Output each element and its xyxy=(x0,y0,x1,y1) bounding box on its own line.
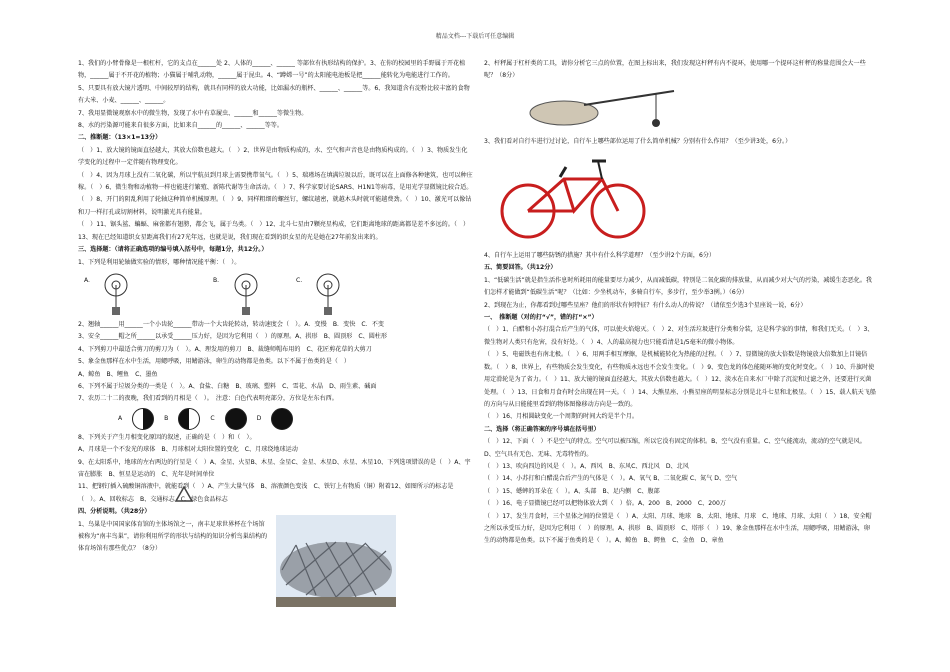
birds-nest-stadium-photo xyxy=(276,515,396,607)
s7-q12: （ ）12、下面（ ）不是空气的特点。空气可以被压缩，所以它没有固定的体积。B、空气没有重量。C、空气能流动，流动的空气就是风。D、空气具有无色、无味、无毒特性的。 xyxy=(484,438,866,458)
option-b-label: B. xyxy=(213,276,220,284)
s3-q9: 9、在太阳系中，地球的左右两边的行星是（ ）A、金星、火星B、木星、金星C、金星、木星D、水星、木星10、下列选项错误的是（ ）A、宇宙在膨胀 B、恒星是运动的 C、光年是时间单位 xyxy=(78,458,471,478)
s3-q8-options: A、月球是一个不发光的球体 B、月球相对太阳位置的变化 C、月球绕地球运动 xyxy=(78,446,298,454)
s3-q1: 1、下列是利用轮轴做实验的情形，哪种情况能平衡：（ ）。 xyxy=(78,258,241,266)
intro-q7: 7、我用显微镜观察水中的微生物，发现了水中有草履虫、______和______等微生物。 xyxy=(78,109,308,117)
s3-q11: 11、把钢钉插入硫酸铜溶液中，就能看到（ ）A、产生大量气体 B、溶液颜色变浅 C、铁钉上有物质（铜）附着12、如图所示的标志是（ ）。A、回收标志 B、交通标志 C、绿色食品标志 xyxy=(78,483,454,503)
wheel-axle-icon xyxy=(96,271,156,317)
moon-option-c: C xyxy=(210,414,215,422)
s2-body-1: （ ）1、放大镜的镜面直径越大，其放大倍数也越大。（ ）2、世界是由物质构成的，水、空气和声音也是由物质构成的。（ ）3、物质发生化学变化的过程中一定伴随有物理变化。 xyxy=(78,146,468,167)
wheel-axle-icon xyxy=(226,271,286,317)
moon-option-a: A xyxy=(118,414,123,422)
moon-phase-icon xyxy=(225,408,247,430)
r-q2: 2、杆秤属于杠杆类的工具，请你分析它三点的位置，在图上标出来，我们发现这杆秤有内不提环，使用哪一个提环这杆秤的称量范围会大一些呢？（8分） xyxy=(484,60,866,80)
r-q3: 3、我们看对自行车进行过讨论，自行车上哪些部位运用了什么简单机械？分别有什么作用？（至少讲3处，6分。） xyxy=(484,138,792,146)
s5-q2: 2、到现在为止，你都看到过哪些星座？他们的形状有何特征？有什么动人的传说？（请依至少选3个星座说一说，6分） xyxy=(484,301,807,309)
page-header: 精品文档---下载后可任意编辑 xyxy=(435,33,515,40)
s3-q8: 8、下列关于产生月相变化原因的叙述，正确的是（ ）和（ ）。 xyxy=(78,433,256,441)
s7-q14: （ ）14、小苏打和白醋混合后产生的气体是（ ）。A、氧气 B、二氧化碳 C、氮气 D、空气 xyxy=(484,475,738,483)
s7-q15: （ ）15、蟋蟀的耳朵在（ ）。A、头部 B、足内侧 C、腹部 xyxy=(484,487,660,495)
s3-q3: 3、安全______帽之所______以承受______压力好，是因为它利用（ ）的原理。A、拱形 B、圆顶形 C、圆柱形 xyxy=(78,333,387,341)
moon-phase-icon xyxy=(178,408,200,430)
section-4-title: 四、分析说明。（共28分） xyxy=(78,508,151,516)
s7-q17: （ ）17、发生月食时，三个星体之间的位置是（ ）A、太阳、月球、地球 B、太阳、地球、月球 C、地球、月球、太阳（ ）18、安全帽之所以承受压力好，是因为它利用（ ）的原理。A、拱形 B、圆顶形 C、塔形（ ）19、象金鱼那样在水中生活，用鳃呼吸，用鳍游泳，卵生的动物都是鱼类。以下不属于鱼类的是（ ）。A、鲸鱼 B、鳄鱼 C、金鱼 D、章鱼 xyxy=(484,512,872,545)
section-7-title: 二、选择（将正确答案的序号填在括号里） xyxy=(484,425,600,433)
s6-body-2: （ ）5、电磁铁也有南北极。（ ）6、用两手相互摩擦，是机械能转化为热能的过程。（ ）7、显微镜的放大倍数是物镜放大倍数加上目镜倍数。（ ）8、世界上，有些物质会发生变化，有些物质永远也不会发生变化。（ ）9、变色龙的体色能随环境的变化时变化。（ ）10、升旗时使用定滑轮是为了省力。（ ）11、放大镜的镜面直径越大，其放大倍数也越大。（ ）12、淡水在自来水厂中除了沉淀和过滤之外，还要进行灭菌处理。（ ）13、日食和月食有时会出现在同一天。（ ）14、大熊星座、小熊星座的明显标志分别是北斗七星和北极星。（ ）15、载人航天飞船的方向与从日能能里看到的物体图像移动方向是一致的。 xyxy=(484,351,876,408)
moon-option-b: B xyxy=(164,414,169,422)
s6-body-3: （ ）16、月相圆缺变化一个周期的时间大约是半个月。 xyxy=(484,413,639,421)
intro-q1: 1、我们的小臂骨像是一根杠杆，它的支点在______处 2、人体的______、______ 等部位有执形结构的保护。3、在你的校园里的手野属于开花植物，______属于不开花的植物；小猫属于哺乳动物，______属于昆虫。4、“蹲嫦一号”的太阳能电池板是把______能转化为电能进行工作的。 xyxy=(78,60,466,80)
left-column xyxy=(78,58,473,556)
section-3-title: 三、选择题：（请将正确选项的编号填入括号中，每题1分，共12分。） xyxy=(78,246,268,254)
wheel-axle-icon xyxy=(308,271,368,317)
s3-q7: 7、农历二十二的夜晚，我们看到的月相是（ ）。 注意：白色代表明亮部分，方位是左东右西。 xyxy=(78,395,338,403)
s5-q1: 1、“低碳生活”就是指生活作息时所耗用的能量要尽力减少，从而减低碳，特别是二氧化碳的排放量，从而减少对大气的污染，减缓生态恶化。我们怎样才能做到“低碳生活”呢？（比如：少坐机动车，多骑自行车，多步行，至少举3例。）（6分） xyxy=(484,276,873,297)
s3-q6: 6、下列不属于垃圾分类的一类是（ ）。A、食盐、白糖 B、玻璃、塑料 C、雪花、水晶 D、雨生素、碱面 xyxy=(78,382,377,390)
recycle-icon xyxy=(173,485,195,507)
s3-q2: 2、翘轴______用______一个小齿轮______带动一个大齿轮转动，转动速度会（ ）。A．变慢 B．变快 C．不变 xyxy=(78,320,384,328)
s6-body-1: （ ）1、白醋和小苏打混合后产生的气体，可以使火焰熄灭。（ ）2、对生活垃圾进行分类和分装，这是科学家的事情，和我们无关。（ ）3、微生物对人类只有危害，没有好处。（ ）4、人的最高视力也只能看清是1/5毫米的微小物体。 xyxy=(484,326,874,346)
s3-q5: 5、象金鱼那样在水中生活，用鳃呼吸，用鳍游泳，卵生的动物都是鱼类。以下不属于鱼类的是（ ） xyxy=(78,358,351,366)
moon-phase-icon xyxy=(132,408,154,430)
s3-q4: 4、下列剪刀中最适合剪刀的剪刀为（ ）。A、理发用的剪刀 B、裁缝师帽布用的 C、花匠剪花草的大剪刀 xyxy=(78,345,372,353)
s7-q13: （ ）13、吹向四边的风是（ ）。A、西风 B、东风C、西北风 D、北风 xyxy=(484,462,689,470)
section-2-title: 二、推断题：（13×1=13分） xyxy=(78,134,162,142)
r-q4: 4、自行车上运用了哪些防锈的措施？其中有什么科学道理？（至少讲2个方面，6分） xyxy=(484,252,716,260)
intro-q5: 5、只要具有放大镜片透明、中间较厚的结构，就具有同样的放大功能，比如漏水的瓶杯、______、______等。6、我知道含有淀粉比较丰富的食物有大米、小麦、______、______。 xyxy=(78,84,470,105)
s2-body-4: （ ）11、锯头鲨、蝙蝠、麻雀都有翅膀，都会飞，属于鸟类。（ ）12、北斗七星由7颗亮星构成，它们距离地球的距离都是差不多远的。（ ）13、现在已经知道织女星距离我们有27光年远，也就是说，我们现在看到的织女星的光是她在27年前发出来的。 xyxy=(78,221,470,241)
bicycle-image xyxy=(494,149,654,245)
steelyard-scale-image xyxy=(524,83,684,131)
wheel-axle-figures xyxy=(78,271,473,317)
intro-q8: 8、水的污染源可能来自很多方面，比如来自______的______、______等等。 xyxy=(78,122,283,130)
option-a-label: A. xyxy=(84,276,90,284)
option-c-label: C. xyxy=(296,276,303,284)
moon-option-d: D xyxy=(256,414,262,422)
moon-phase-icon xyxy=(271,408,293,430)
s2-body-2: （ ）4、因为月球上没有二氧化碳，所以宇航员到月球上需要携带氧气。（ ）5、瑞瑾场在填满垃圾以后，既可以在上面修各种建筑，也可以种庄稼。（ ）6、微生物和动植物一样也能进行繁殖、新陈代谢等生命活动。（ ）7、科学家要讨论SARS、H1N1等病毒，是用光学显微镜比较合适。 xyxy=(78,171,473,192)
s4-q1: 1、鸟巢是中国国家体育馆的主体场馆之一，南丰足球世界杯在个场馆被称为“南丰鸟巢”，请你利用所学的形状与结构的知识分析鸟巢结构的体育场馆有那些优点？（8分） xyxy=(78,520,268,553)
section-5-title: 五、简要回答。（共12分） xyxy=(484,264,557,272)
s2-body-3: （ ）8、开门的阴乱利用了轮轴这种简单机械原理。（ ）9、同样粗细的螺丝钉，螺纹越密，就越木头时就可能越费劲。（ ）10、激光可以像钻和刀一样打孔或切割材料，说明激光具有能量。 xyxy=(78,196,472,216)
moon-phase-options xyxy=(118,406,473,432)
section-6-title: 一、 推断题（对的打“√”，错的打“×”） xyxy=(484,314,598,322)
right-column xyxy=(484,58,876,548)
s7-q16: （ ）16、电子显微镜已经可以把物体放大到（ ）倍。A、200 B、2000 C、200万 xyxy=(484,500,726,508)
s3-q5-options: A、鲸鱼 B、鲤鱼 C、墨鱼 xyxy=(78,370,158,378)
